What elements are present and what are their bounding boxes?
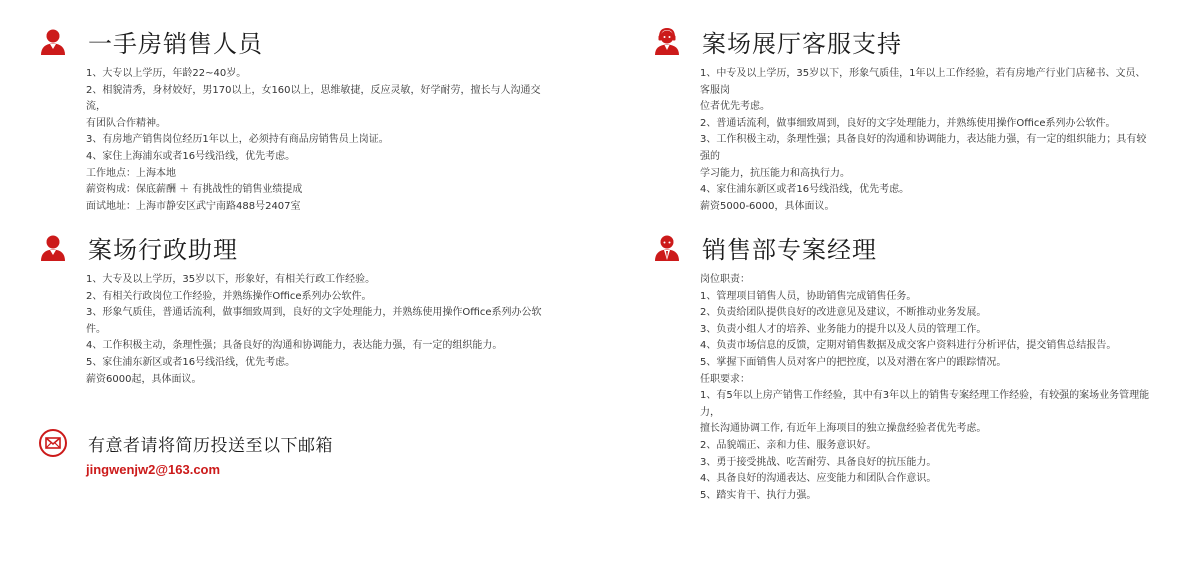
job-description bbox=[86, 272, 558, 388]
job-title: 案场展厅客服支持 bbox=[702, 29, 902, 58]
job-line: 5、掌握下面销售人员对客户的把控度，以及对潜在客户的跟踪情况。 bbox=[700, 356, 1007, 368]
contact-section bbox=[38, 428, 558, 477]
contact-title: 有意者请将简历投送至以下邮箱 bbox=[88, 435, 333, 456]
job-showroom-service bbox=[652, 24, 1152, 215]
job-line: 薪资5000-6000，具体面议。 bbox=[700, 200, 835, 212]
job-line: 学习能力，抗压能力和高执行力。 bbox=[700, 167, 850, 179]
job-line: 1、大专及以上学历，35岁以下，形象好，有相关行政工作经验。 bbox=[86, 274, 376, 285]
job-line: 1、管理项目销售人员，协助销售完成销售任务。 bbox=[700, 290, 917, 302]
job-project-manager bbox=[652, 230, 1152, 504]
job-title: 销售部专案经理 bbox=[702, 235, 877, 264]
job-line: 4、负责市场信息的反馈，定期对销售数据及成交客户资料进行分析评估，提交销售总结报告。 bbox=[700, 340, 1117, 352]
job-line: 工作地点：上海本地 bbox=[86, 167, 176, 179]
job-description bbox=[86, 66, 558, 215]
job-line: 2、品貌端正、亲和力佳、服务意识好。 bbox=[700, 439, 877, 451]
job-line: 4、家住上海浦东或者16号线沿线，优先考虑。 bbox=[86, 150, 296, 162]
job-line: 3、负责小组人才的培养、业务能力的提升以及人员的管理工作。 bbox=[700, 323, 987, 335]
job-header bbox=[38, 24, 558, 58]
job-line: 薪资构成：保底薪酬 ＋ 有挑战性的销售业绩提成 bbox=[86, 184, 303, 196]
contact-email-link[interactable]: jingwenjw2@163.com bbox=[86, 462, 221, 477]
job-line: 4、家住浦东新区或者16号线沿线，优先考虑。 bbox=[700, 184, 910, 196]
job-line: 5、踏实肯干、执行力强。 bbox=[700, 489, 817, 501]
job-admin-assistant bbox=[38, 230, 558, 388]
job-line: 3、勇于接受挑战、吃苦耐劳、具备良好的抗压能力。 bbox=[700, 456, 937, 468]
service-agent-icon bbox=[652, 26, 682, 56]
job-sales-staff bbox=[38, 24, 558, 215]
job-line: 薪资6000起，具体面议。 bbox=[86, 373, 202, 385]
job-line: 4、具备良好的沟通表达、应变能力和团队合作意识。 bbox=[700, 473, 937, 485]
job-description bbox=[700, 272, 1152, 504]
job-line: 2、有相关行政岗位工作经验，并熟练操作Office系列办公软件。 bbox=[86, 290, 372, 302]
job-header bbox=[38, 230, 558, 264]
manager-icon bbox=[652, 232, 682, 262]
job-line: 有团队合作精神。 bbox=[86, 117, 166, 129]
mail-icon bbox=[38, 428, 68, 458]
job-line: 2、相貌清秀，身材姣好，男170以上，女160以上，思维敏捷，反应灵敏，好学耐劳，擅长与人沟通交流， bbox=[86, 84, 541, 113]
job-line: 面试地址：上海市静安区武宁南路488号2407室 bbox=[86, 200, 301, 212]
job-line: 2、负责给团队提供良好的改进意见及建议，不断推动业务发展。 bbox=[700, 307, 987, 319]
job-line: 1、中专及以上学历，35岁以下，形象气质佳，1年以上工作经验，若有房地产行业门店秘书、文员、客服岗 bbox=[700, 68, 1146, 96]
job-line: 岗位职责： bbox=[700, 274, 750, 285]
job-title: 案场行政助理 bbox=[88, 235, 238, 264]
job-header bbox=[652, 230, 1152, 264]
person-icon bbox=[38, 26, 68, 56]
job-line: 4、工作积极主动，条理性强；具备良好的沟通和协调能力，表达能力强，有一定的组织能力。 bbox=[86, 340, 503, 352]
person-icon bbox=[38, 232, 68, 262]
job-line: 1、有5年以上房产销售工作经验，其中有3年以上的销售专案经理工作经验，有较强的案场业务管理能力， bbox=[700, 390, 1150, 418]
job-line: 5、家住浦东新区或者16号线沿线，优先考虑。 bbox=[86, 356, 296, 368]
job-header bbox=[652, 24, 1152, 58]
job-title: 一手房销售人员 bbox=[88, 29, 263, 58]
job-line: 3、形象气质佳，普通话流利，做事细致周到，良好的文字处理能力，并熟练使用操作Office系列办公软件。 bbox=[86, 307, 542, 335]
contact-header bbox=[38, 428, 558, 458]
job-line: 1、大专以上学历，年龄22~40岁。 bbox=[86, 68, 247, 79]
job-line: 3、工作积极主动，条理性强；具备良好的沟通和协调能力，表达能力强，有一定的组织能力；具有较强的 bbox=[700, 134, 1147, 162]
job-line: 任职要求： bbox=[700, 373, 750, 385]
job-line: 2、普通话流利，做事细致周到，良好的文字处理能力，并熟练使用操作Office系列办公软件。 bbox=[700, 117, 1116, 129]
job-line: 3、有房地产销售岗位经历1年以上，必须持有商品房销售员上岗证。 bbox=[86, 134, 389, 146]
job-line: 擅长沟通协调工作, 有近年上海项目的独立操盘经验者优先考虑。 bbox=[700, 423, 987, 435]
job-description bbox=[700, 66, 1152, 215]
job-line: 位者优先考虑。 bbox=[700, 101, 770, 113]
